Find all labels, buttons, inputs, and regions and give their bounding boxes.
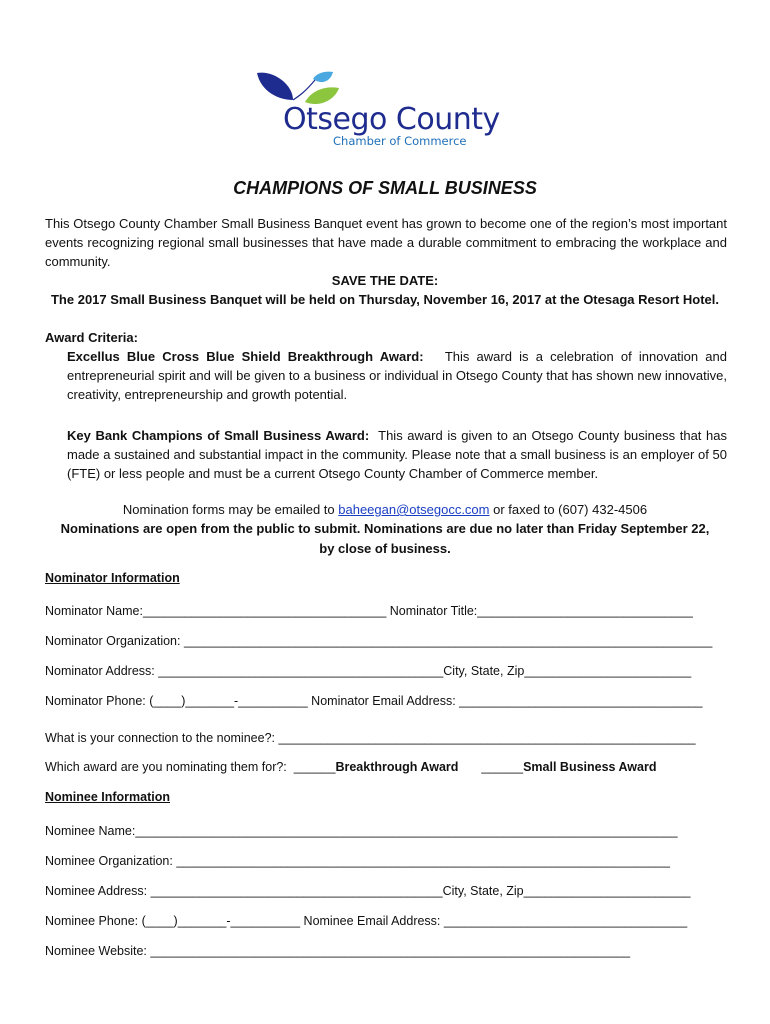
award-question: Which award are you nominating them for?: <box>45 760 287 774</box>
nominee-name-field[interactable]: Nominee Name:______________________________________________________________________________ <box>45 824 678 838</box>
award-name: Excellus Blue Cross Blue Shield Breakthrough Award: <box>67 349 424 364</box>
nomination-contact <box>0 500 770 519</box>
email-link[interactable]: baheegan@otsegocc.com <box>338 502 490 517</box>
nominee-connection-field[interactable]: What is your connection to the nominee?: ____________________________________________________________ <box>45 731 696 745</box>
nominee-website-field[interactable]: Nominee Website: _____________________________________________________________________ <box>45 944 631 958</box>
nominator-heading: Nominator Information <box>45 571 180 585</box>
award-breakthrough <box>67 347 727 404</box>
save-the-date: SAVE THE DATE: <box>331 273 439 288</box>
small-business-option: Small Business Award <box>523 760 657 774</box>
nomination-suffix: or faxed to (607) 432-4506 <box>493 502 648 517</box>
nominator-phone-email-field[interactable]: Nominator Phone: (____)_______-__________ Nominator Email Address: ___________________________________ <box>45 694 703 708</box>
nomination-prefix: Nomination forms may be emailed to <box>122 502 335 517</box>
nominator-address-field[interactable]: Nominator Address: _________________________________________City, State, Zip________________________ <box>45 664 692 678</box>
deadline-line-2: by close of business. <box>319 541 451 556</box>
banquet-announcement: The 2017 Small Business Banquet will be held on Thursday, November 16, 2017 at the Otesaga Resort Hotel. <box>50 292 720 307</box>
nominee-heading: Nominee Information <box>45 790 171 804</box>
logo-subtitle: Chamber of Commerce <box>333 134 467 148</box>
breakthrough-blank[interactable]: ______ <box>293 760 336 774</box>
page-title: CHAMPIONS OF SMALL BUSINESS <box>233 178 537 198</box>
small-business-blank[interactable]: ______ <box>481 760 524 774</box>
criteria-heading: Award Criteria: <box>45 330 138 345</box>
sky-leaf <box>313 72 333 82</box>
nominee-address-field[interactable]: Nominee Address: __________________________________________City, State, Zip________________________ <box>45 884 691 898</box>
award-name: Key Bank Champions of Small Business Award: <box>67 428 370 443</box>
intro-paragraph: This Otsego County Chamber Small Business Banquet event has grown to become one of the region’s most important events recognizing regional small businesses that have made a durable commitment to embracing the workplace and community. <box>45 216 727 269</box>
award-description: This award is a celebration of innovation and entrepreneurial spirit and will be given to a business or individual in Otsego County that has shown new innovative, creativity, entrepreneurship and growth potential. <box>67 349 727 402</box>
nominee-phone-email-field[interactable]: Nominee Phone: (____)_______-__________ Nominee Email Address: ___________________________________ <box>45 914 688 928</box>
chamber-logo <box>255 70 525 152</box>
nominee-organization-field[interactable]: Nominee Organization: _______________________________________________________________________ <box>45 854 670 868</box>
breakthrough-option: Breakthrough Award <box>335 760 459 774</box>
navy-leaf <box>257 73 293 100</box>
award-selection <box>45 760 656 774</box>
nominator-name-title-field[interactable]: Nominator Name:___________________________________ Nominator Title:_______________________________ <box>45 604 693 618</box>
nominator-organization-field[interactable]: Nominator Organization: ____________________________________________________________________________ <box>45 634 713 648</box>
award-champions <box>67 426 727 483</box>
logo-name: Otsego County <box>283 102 500 137</box>
deadline-line-1: Nominations are open from the public to submit. Nominations are due no later than Friday September 22, <box>60 521 710 536</box>
award-description: This award is given to an Otsego County business that has made a sustained and substantial impact in the community. Please note that a small business is an employer of 50 (FTE) or less people and must be a current Otsego County Chamber of Commerce member. <box>67 428 727 481</box>
